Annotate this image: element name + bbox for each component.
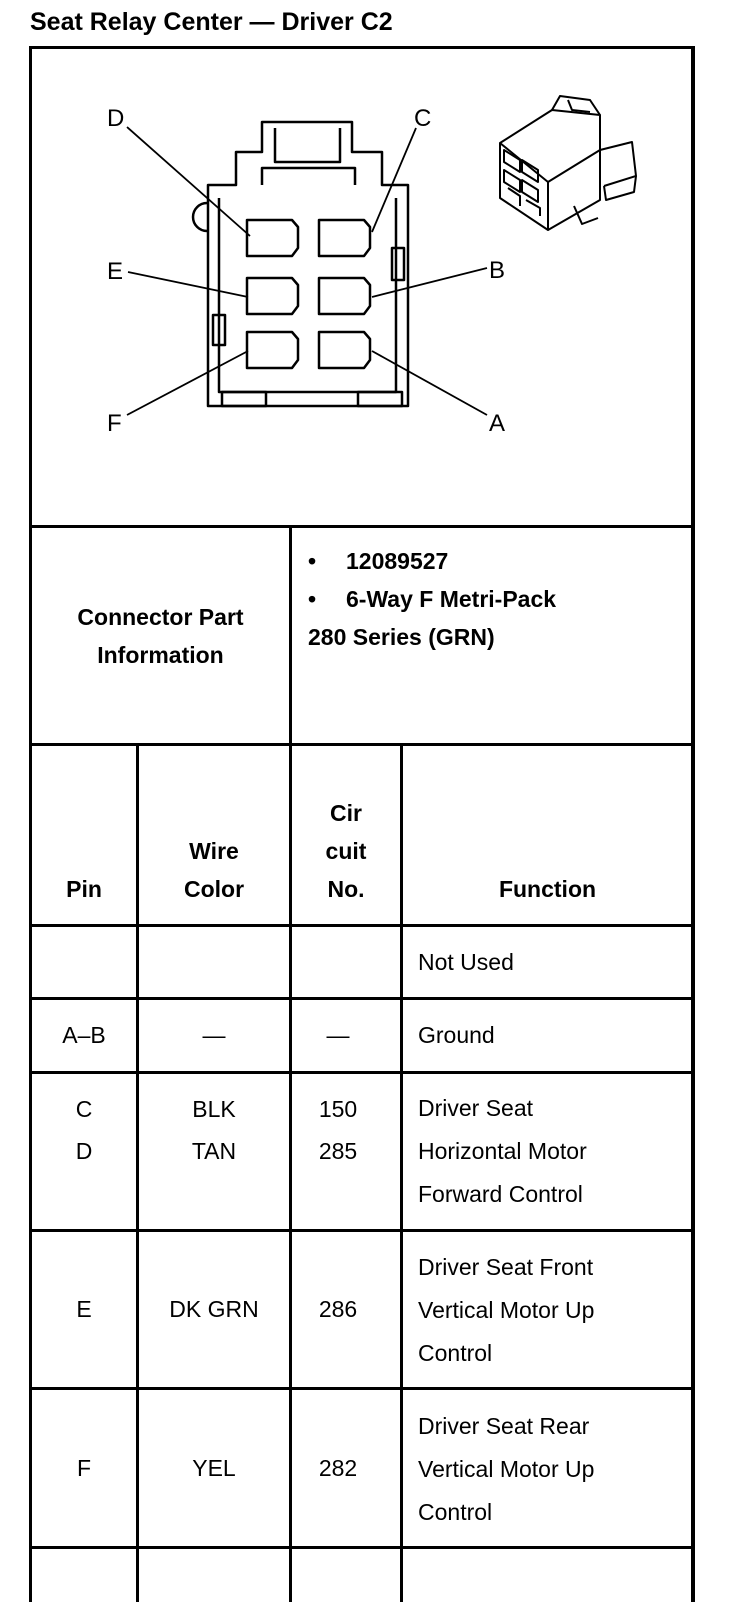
cell-circuit: 282	[318, 1454, 358, 1481]
cell-circuit: —	[326, 1022, 350, 1048]
cell-pin: D	[75, 1138, 93, 1164]
pin-label-d: D	[107, 105, 125, 132]
divider	[29, 924, 695, 927]
pin-label-f: F	[107, 410, 122, 437]
part-info-label-line: Information	[97, 641, 224, 668]
cell-function: Ground	[418, 1022, 495, 1048]
connector-type: • 6-Way F Metri-Pack	[308, 586, 557, 612]
pin-label-e: E	[107, 258, 124, 285]
cell-function: Not Used	[418, 949, 514, 975]
cell-circuit: 286	[318, 1296, 358, 1322]
divider	[29, 1546, 695, 1549]
divider	[29, 743, 695, 746]
leader-e	[128, 272, 248, 297]
leader-d	[127, 127, 250, 236]
cell-pin: C	[75, 1096, 93, 1122]
cell-circuit: 285	[318, 1138, 358, 1164]
header-pin: Pin	[66, 876, 102, 902]
cell-function: Driver Seat Rear Vertical Motor Up Control	[418, 1413, 595, 1525]
connector-3d-illustration	[500, 96, 636, 230]
part-info-values	[308, 542, 556, 656]
part-info-label-line: Connector Part	[77, 603, 244, 630]
leader-b	[372, 268, 487, 297]
header-circuit: Cir cuit No.	[325, 800, 367, 902]
cell-wire-color: DK GRN	[169, 1296, 259, 1322]
cell-pin: F	[76, 1454, 92, 1481]
cell-wire-color: —	[202, 1022, 226, 1048]
cell-pin: A–B	[62, 1022, 106, 1048]
part-number: • 12089527	[308, 548, 449, 574]
cell-function: Driver Seat Horizontal Motor Forward Control	[418, 1095, 587, 1207]
page-title: Seat Relay Center — Driver C2	[30, 8, 393, 36]
header-function: Function	[498, 876, 597, 902]
cell-circuit: 150	[318, 1096, 358, 1122]
cell-wire-color: YEL	[192, 1454, 236, 1481]
connector-series: 280 Series (GRN)	[308, 624, 495, 650]
pin-label-a: A	[489, 410, 506, 437]
connector-diagram	[0, 0, 752, 525]
cell-pin: E	[76, 1296, 92, 1322]
leader-c	[372, 128, 416, 232]
cell-wire-color: BLK	[192, 1096, 236, 1122]
cell-function: Driver Seat Front Vertical Motor Up Control	[418, 1254, 595, 1366]
pin-label-b: B	[489, 257, 506, 284]
header-wire-color: Wire Color	[183, 838, 245, 902]
cell-wire-color: TAN	[191, 1138, 237, 1164]
pin-label-c: C	[414, 105, 432, 132]
part-info-label	[32, 528, 289, 743]
